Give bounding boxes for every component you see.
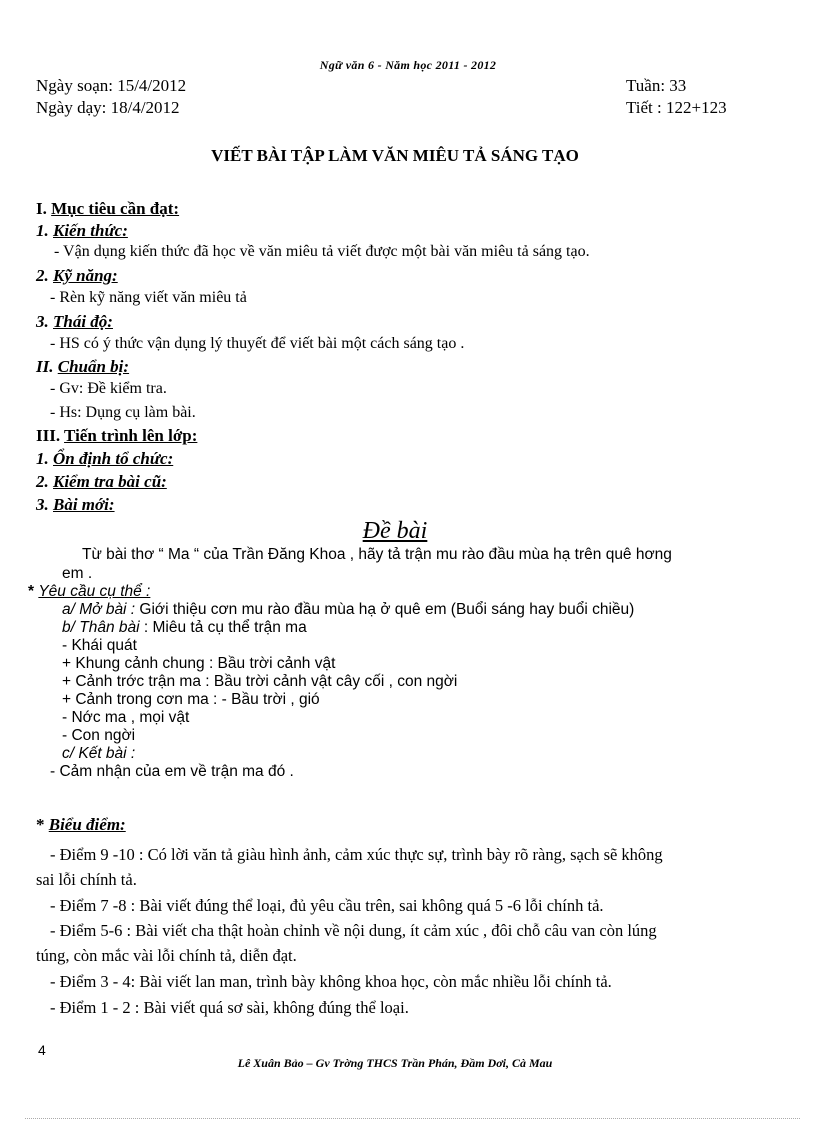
before-rain-item: + Cảnh trớc trận ma : Bầu trời cảnh vật cây cối , con ngời bbox=[62, 673, 458, 690]
step-2-heading bbox=[36, 472, 167, 492]
prep-date: Ngày soạn: 15/4/2012 bbox=[36, 76, 187, 95]
student-prep: - Hs: Dụng cụ làm bài. bbox=[50, 404, 196, 421]
step-1-label: Ổn định tổ chức: bbox=[53, 449, 174, 468]
page-number: 4 bbox=[38, 1042, 46, 1058]
step-1-number: 1. bbox=[36, 449, 53, 468]
body-requirement bbox=[62, 619, 307, 637]
conclusion-label: c/ Kết bài : bbox=[62, 745, 136, 762]
section-1-heading bbox=[36, 199, 179, 219]
step-2-label: Kiểm tra bài cũ: bbox=[53, 472, 167, 491]
grade-1-2: - Điểm 1 - 2 : Bài viết quá sơ sài, không đúng thể loại. bbox=[50, 998, 409, 1017]
body-text: : Miêu tả cụ thể trận ma bbox=[139, 619, 307, 636]
intro-requirement bbox=[62, 601, 634, 619]
section-3-heading bbox=[36, 426, 197, 446]
bottom-divider bbox=[25, 1118, 800, 1119]
requirements-star: * bbox=[28, 583, 39, 600]
overview-item: - Khái quát bbox=[62, 637, 137, 654]
knowledge-heading bbox=[36, 221, 128, 241]
period: Tiết : 122+123 bbox=[626, 98, 727, 117]
grade-7-8: - Điểm 7 -8 : Bài viết đúng thể loại, đủ yêu cầu trên, sai không quá 5 -6 lỗi chính tả. bbox=[50, 896, 604, 915]
people-item: - Con ngời bbox=[62, 727, 136, 744]
page-footer: Lê Xuân Bảo – Gv Trờng THCS Trần Phán, Đầm Dơi, Cà Mau bbox=[237, 1056, 553, 1070]
skills-text: - Rèn kỹ năng viết văn miêu tả bbox=[50, 289, 247, 306]
attitude-heading bbox=[36, 312, 113, 332]
grading-heading bbox=[36, 815, 126, 835]
skills-heading bbox=[36, 266, 118, 286]
step-3-heading bbox=[36, 495, 115, 515]
exam-prompt-line-1: Từ bài thơ “ Ma “ của Trần Đăng Khoa , hãy tả trận mu rào đầu mùa hạ trên quê hơng bbox=[82, 546, 672, 563]
exam-prompt-line-2: em . bbox=[62, 565, 93, 582]
grade-9-10-line-2: sai lỗi chính tả. bbox=[36, 870, 137, 889]
conclusion-text: - Cảm nhận của em về trận ma đó . bbox=[50, 763, 294, 780]
exam-prompt-heading: Đề bài bbox=[362, 518, 428, 544]
teach-date: Ngày dạy: 18/4/2012 bbox=[36, 98, 180, 117]
section-2-number: II. bbox=[36, 357, 58, 376]
skills-label: Kỹ năng: bbox=[53, 266, 118, 285]
attitude-number: 3. bbox=[36, 312, 53, 331]
intro-text: Giới thiệu cơn mu rào đầu mùa hạ ở quê em (Buổi sáng hay buổi chiều) bbox=[135, 601, 635, 618]
page-header: Ngữ văn 6 - Năm học 2011 - 2012 bbox=[319, 58, 497, 72]
section-1-number: I. bbox=[36, 199, 52, 218]
section-1-label: Mục tiêu cần đạt: bbox=[51, 199, 180, 218]
step-2-number: 2. bbox=[36, 472, 53, 491]
requirements-label: Yêu cầu cụ thể : bbox=[38, 583, 151, 600]
grade-3-4: - Điểm 3 - 4: Bài viết lan man, trình bày không khoa học, còn mắc nhiều lỗi chính tả. bbox=[50, 972, 612, 991]
body-label: b/ Thân bài bbox=[62, 619, 140, 636]
grade-5-6-line-2: túng, còn mắc vài lỗi chính tả, diễn đạt. bbox=[36, 946, 297, 965]
week: Tuần: 33 bbox=[626, 76, 687, 95]
intro-label: a/ Mở bài : bbox=[62, 601, 136, 618]
step-3-label: Bài mới: bbox=[53, 495, 115, 514]
attitude-label: Thái độ: bbox=[53, 312, 113, 331]
step-3-number: 3. bbox=[36, 495, 53, 514]
teacher-prep: - Gv: Đề kiểm tra. bbox=[50, 380, 167, 397]
grading-label: Biểu điểm: bbox=[48, 815, 126, 834]
knowledge-number: 1. bbox=[36, 221, 53, 240]
section-3-label: Tiến trình lên lớp: bbox=[64, 426, 198, 445]
section-2-label: Chuẩn bị: bbox=[57, 357, 130, 376]
attitude-text: - HS có ý thức vận dụng lý thuyết để viết bài một cách sáng tạo . bbox=[50, 335, 465, 352]
general-scene-item: + Khung cảnh chung : Bầu trời cảnh vật bbox=[62, 655, 336, 672]
requirements-heading bbox=[28, 583, 150, 601]
during-rain-item: + Cảnh trong cơn ma : - Bầu trời , gió bbox=[62, 691, 320, 708]
knowledge-text: - Vận dụng kiến thức đã học về văn miêu tả viết được một bài văn miêu tả sáng tạo. bbox=[54, 243, 590, 260]
step-1-heading bbox=[36, 449, 173, 469]
rain-water-item: - Nớc ma , mọi vật bbox=[62, 709, 190, 726]
section-3-number: III. bbox=[36, 426, 65, 445]
grade-9-10-line-1: - Điểm 9 -10 : Có lời văn tả giàu hình ảnh, cảm xúc thực sự, trình bày rõ ràng, sạch sẽ không bbox=[50, 845, 663, 864]
knowledge-label: Kiến thức: bbox=[53, 221, 128, 240]
grade-5-6-line-1: - Điểm 5-6 : Bài viết cha thật hoàn chỉnh về nội dung, ít cảm xúc , đôi chỗ câu van còn lúng bbox=[50, 921, 657, 940]
grading-star: * bbox=[36, 815, 49, 834]
page-title: VIẾT BÀI TẬP LÀM VĂN MIÊU TẢ SÁNG TẠO bbox=[211, 146, 579, 165]
section-2-heading bbox=[36, 357, 129, 377]
skills-number: 2. bbox=[36, 266, 53, 285]
